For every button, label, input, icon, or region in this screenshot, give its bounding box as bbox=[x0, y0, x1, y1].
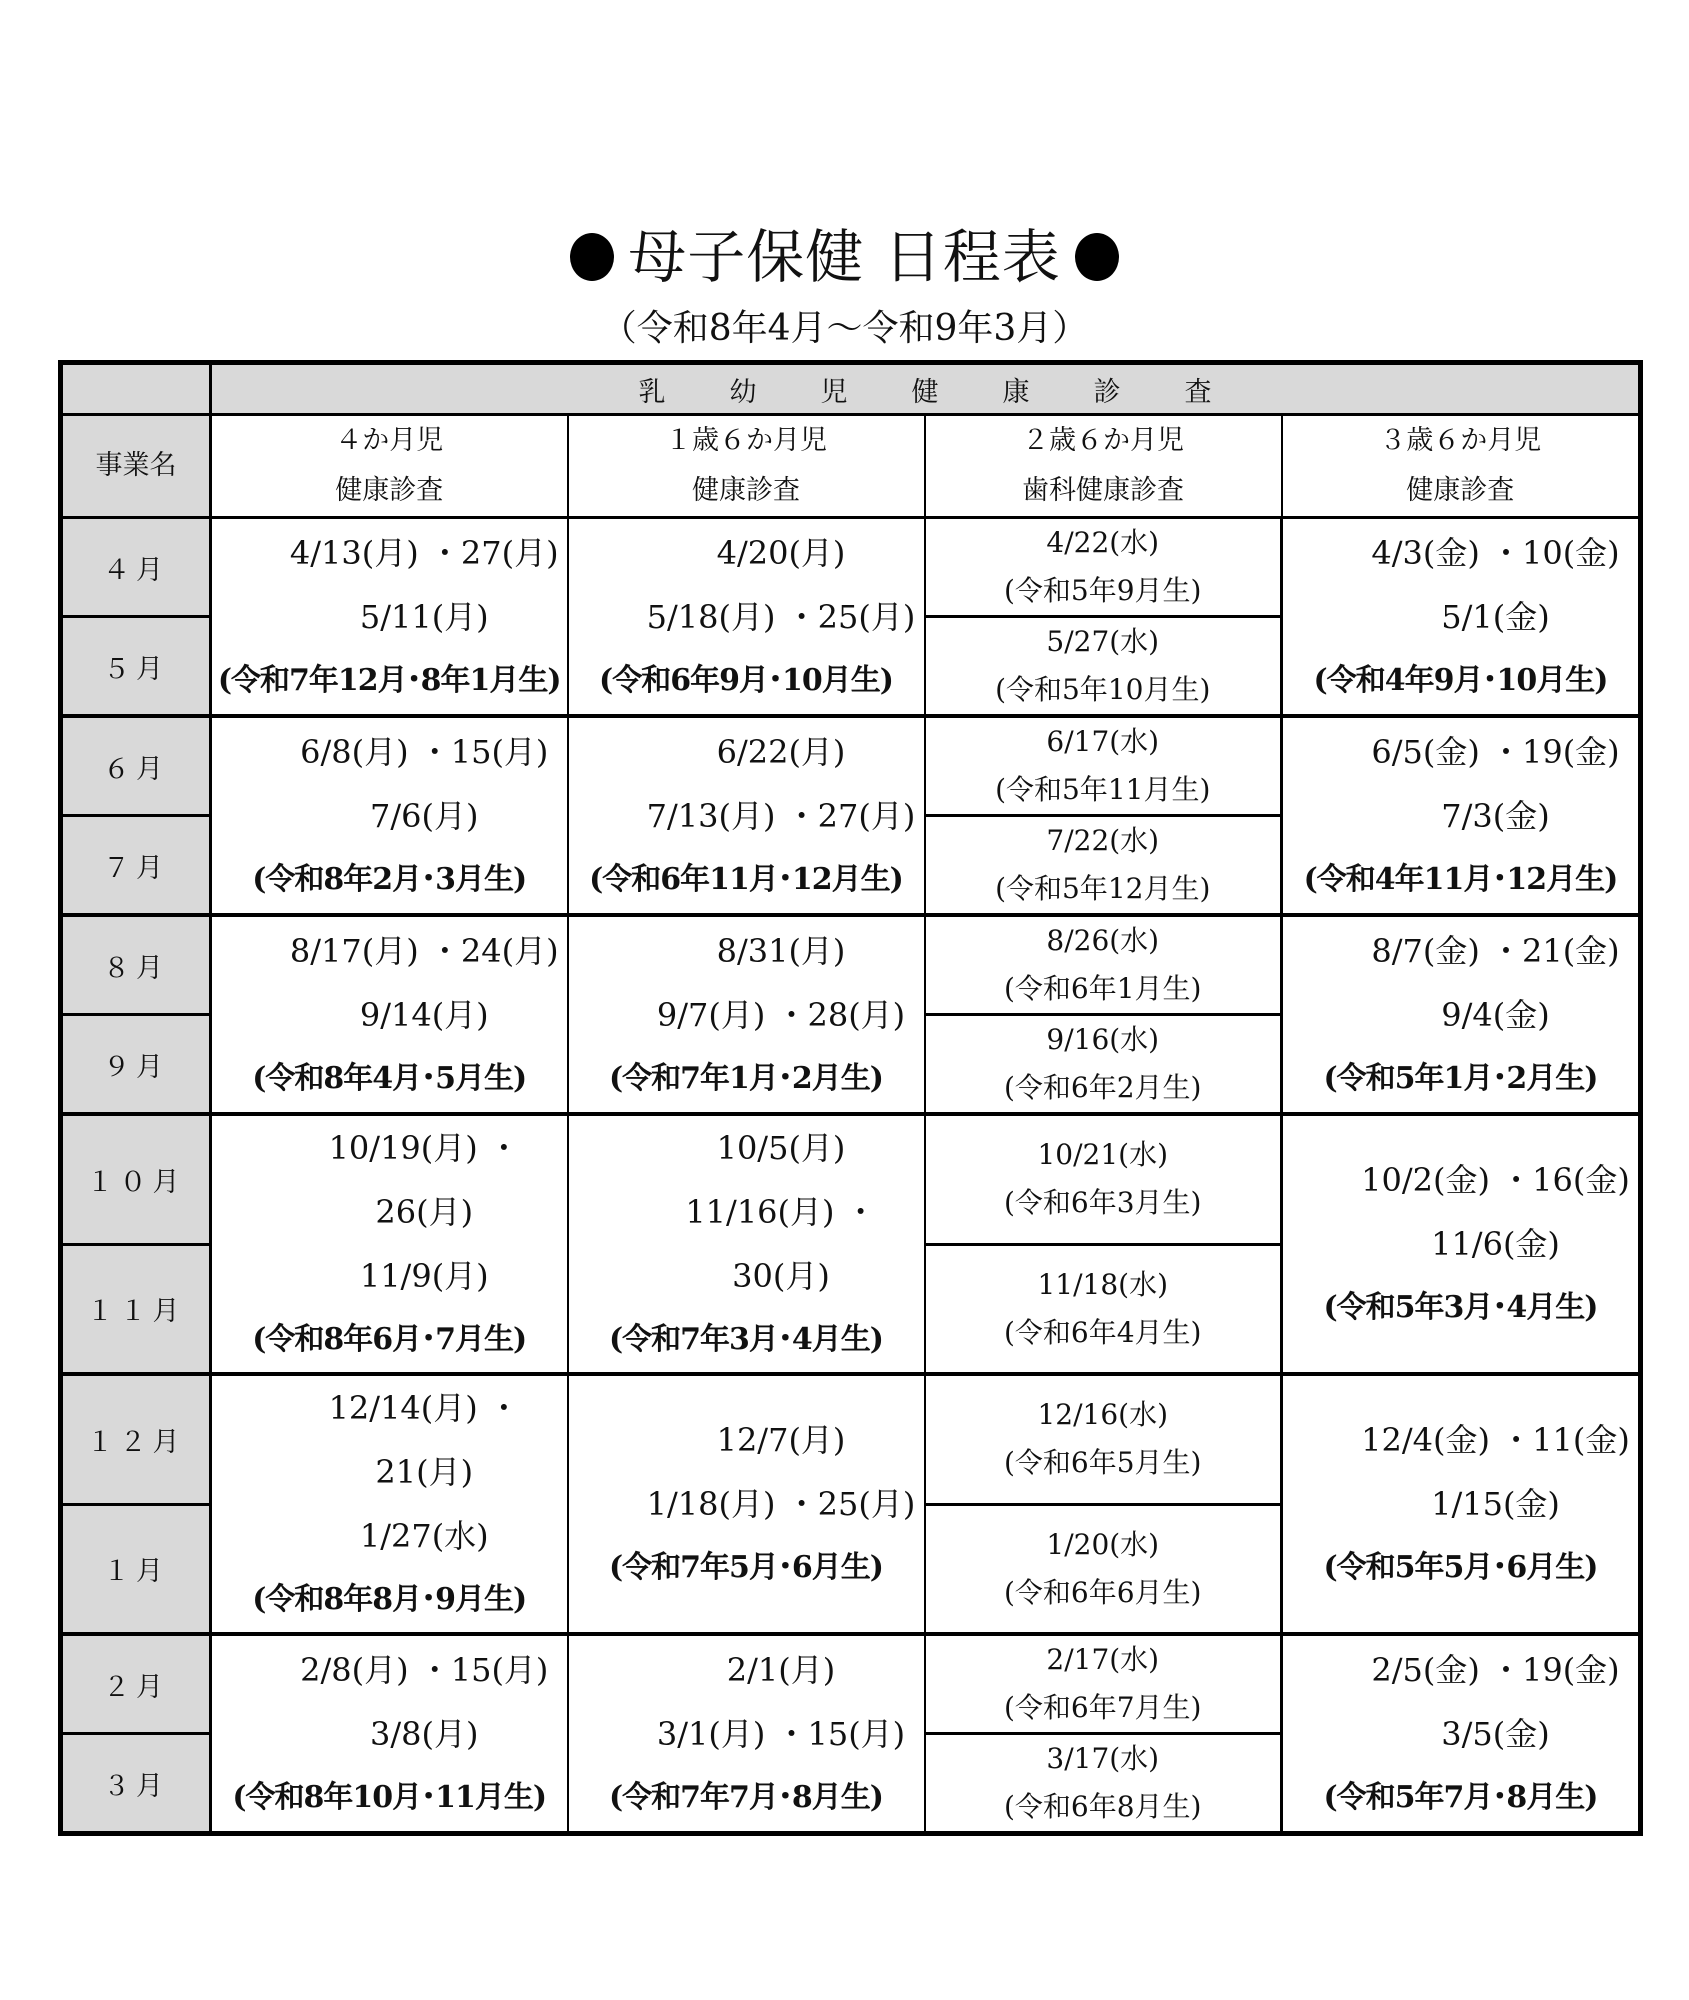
column-header-line2: 健康診査 bbox=[1406, 475, 1515, 506]
dates-line2: 7/3(金) bbox=[1441, 796, 1550, 835]
column-header-line1: ３歳６か月児 bbox=[1379, 425, 1542, 456]
dates-line2: 5/1(金) bbox=[1441, 597, 1550, 636]
page-title bbox=[0, 222, 1689, 292]
cell-dental bbox=[925, 1634, 1282, 1734]
dental-birth: (令和6年1月生) bbox=[1004, 972, 1202, 1005]
dates-line2: 7/6(月) bbox=[370, 796, 479, 835]
month-row bbox=[61, 1634, 1641, 1734]
dental-birth: (令和6年8月生) bbox=[1004, 1790, 1202, 1823]
dental-birth: (令和6年5月生) bbox=[1004, 1446, 1202, 1480]
dental-date: 5/27(水) bbox=[1046, 625, 1160, 658]
column-header-3y6m bbox=[1282, 415, 1641, 518]
band-char: 査 bbox=[1184, 376, 1212, 408]
dental-date: 8/26(水) bbox=[1046, 924, 1160, 957]
band-char: 幼 bbox=[729, 376, 757, 408]
dates-line2: 9/14(月) bbox=[359, 995, 489, 1034]
month-label: １０月 bbox=[61, 1114, 211, 1244]
band-char: 児 bbox=[820, 376, 848, 408]
dates-line1: 12/7(月) bbox=[716, 1421, 846, 1459]
cell-4month bbox=[211, 716, 568, 915]
dental-date: 6/17(水) bbox=[1046, 725, 1160, 758]
dates-line2: 1/27(水) bbox=[359, 1517, 489, 1555]
cell-3y6m bbox=[1282, 915, 1641, 1114]
dates-line1: 6/22(月) bbox=[716, 732, 846, 771]
cell-dental bbox=[925, 1114, 1282, 1244]
cell-1y6m bbox=[568, 915, 925, 1114]
month-label: ４月 bbox=[61, 518, 211, 617]
dates-line2: 9/4(金) bbox=[1441, 995, 1550, 1034]
dates-line2: 11/16(月) ・30(月) bbox=[685, 1193, 877, 1295]
dates-line1: 4/13(月) ・27(月) bbox=[289, 533, 559, 572]
column-header-4month bbox=[211, 415, 568, 518]
cell-dental bbox=[925, 518, 1282, 617]
cell-4month bbox=[211, 915, 568, 1114]
column-header-line1: ４か月児 bbox=[335, 425, 444, 456]
dates-line1: 8/17(月) ・24(月) bbox=[289, 931, 559, 970]
cell-1y6m bbox=[568, 518, 925, 717]
birth-range: (令和7年7月･8月生) bbox=[608, 1779, 883, 1815]
dates-line2: 3/1(月) ・15(月) bbox=[656, 1714, 906, 1753]
cell-4month bbox=[211, 1374, 568, 1634]
dates-line1: 2/1(月) bbox=[726, 1650, 836, 1689]
month-label: １１月 bbox=[61, 1244, 211, 1374]
birth-range: (令和5年5月･6月生) bbox=[1323, 1550, 1598, 1585]
month-label: ５月 bbox=[61, 617, 211, 717]
birth-range: (令和4年9月･10月生) bbox=[1313, 662, 1608, 698]
dates-line1: 6/5(金) ・19(金) bbox=[1371, 732, 1620, 771]
band-char: 乳 bbox=[638, 376, 666, 408]
column-header-line2: 歯科健康診査 bbox=[1022, 475, 1184, 506]
cell-dental bbox=[925, 1504, 1282, 1634]
bullet-circle-icon bbox=[570, 233, 614, 281]
dates-line2: 11/6(金) bbox=[1431, 1225, 1560, 1263]
month-label: １２月 bbox=[61, 1374, 211, 1504]
row-header-label: 事業名 bbox=[61, 415, 211, 518]
column-header-row bbox=[61, 415, 1641, 518]
birth-range: (令和7年1月･2月生) bbox=[608, 1060, 883, 1096]
month-label: １月 bbox=[61, 1504, 211, 1634]
dental-date: 10/21(水) bbox=[1037, 1138, 1169, 1172]
birth-range: (令和7年12月･8年1月生) bbox=[217, 662, 561, 698]
birth-range: (令和8年6月･7月生) bbox=[252, 1322, 527, 1357]
dental-birth: (令和5年12月生) bbox=[995, 872, 1211, 905]
dates-line2: 1/18(月) ・25(月) bbox=[646, 1485, 916, 1523]
cell-dental bbox=[925, 1374, 1282, 1504]
schedule-table bbox=[58, 360, 1643, 1836]
month-label: ７月 bbox=[61, 816, 211, 916]
dental-birth: (令和5年10月生) bbox=[995, 673, 1211, 706]
band-char: 健 bbox=[911, 376, 939, 408]
month-label: ９月 bbox=[61, 1015, 211, 1115]
dental-date: 2/17(水) bbox=[1046, 1643, 1160, 1676]
dental-date: 11/18(水) bbox=[1037, 1267, 1169, 1301]
birth-range: (令和7年3月･4月生) bbox=[608, 1322, 883, 1357]
month-row bbox=[61, 1114, 1641, 1244]
dates-line1: 10/2(金) ・16(金) bbox=[1361, 1161, 1630, 1199]
dates-line1: 10/5(月) bbox=[716, 1129, 846, 1167]
birth-range: (令和8年4月･5月生) bbox=[252, 1060, 527, 1096]
birth-range: (令和5年3月･4月生) bbox=[1323, 1290, 1598, 1325]
dental-birth: (令和5年11月生) bbox=[995, 773, 1211, 806]
cell-1y6m bbox=[568, 1114, 925, 1374]
cell-1y6m bbox=[568, 1634, 925, 1834]
birth-range: (令和6年9月･10月生) bbox=[599, 662, 893, 698]
cell-3y6m bbox=[1282, 518, 1641, 717]
month-row bbox=[61, 915, 1641, 1015]
band-char: 診 bbox=[1093, 376, 1121, 408]
dental-date: 1/20(水) bbox=[1046, 1527, 1160, 1561]
cell-1y6m bbox=[568, 1374, 925, 1634]
dental-birth: (令和6年4月生) bbox=[1004, 1315, 1202, 1349]
cell-dental bbox=[925, 617, 1282, 717]
dates-line1: 8/7(金) ・21(金) bbox=[1371, 931, 1620, 970]
cell-3y6m bbox=[1282, 716, 1641, 915]
dates-line1: 2/5(金) ・19(金) bbox=[1371, 1650, 1620, 1689]
dates-line1: 12/14(月) ・21(月) bbox=[328, 1389, 520, 1491]
dates-line2: 7/13(月) ・27(月) bbox=[646, 796, 916, 835]
title-text: 母子保健 日程表 bbox=[628, 223, 1061, 291]
cell-4month bbox=[211, 518, 568, 717]
dates-line2: 1/15(金) bbox=[1431, 1485, 1560, 1523]
birth-range: (令和8年10月･11月生) bbox=[232, 1779, 547, 1815]
birth-range: (令和5年1月･2月生) bbox=[1323, 1060, 1598, 1096]
column-header-line1: ２歳６か月児 bbox=[1022, 425, 1184, 456]
cell-3y6m bbox=[1282, 1114, 1641, 1374]
dates-line2: 5/11(月) bbox=[359, 597, 489, 636]
cell-3y6m bbox=[1282, 1634, 1641, 1834]
dates-line1: 8/31(月) bbox=[716, 931, 846, 970]
month-label: ２月 bbox=[61, 1634, 211, 1734]
band-char: 康 bbox=[1002, 376, 1030, 408]
column-header-line2: 健康診査 bbox=[692, 475, 800, 506]
cell-dental bbox=[925, 1015, 1282, 1115]
dates-line1: 4/3(金) ・10(金) bbox=[1371, 533, 1620, 572]
dates-line2: 5/18(月) ・25(月) bbox=[646, 597, 916, 636]
dates-line1: 10/19(月) ・26(月) bbox=[328, 1129, 520, 1231]
dates-line1: 6/8(月) ・15(月) bbox=[300, 732, 549, 771]
dental-date: 3/17(水) bbox=[1046, 1742, 1160, 1775]
dental-birth: (令和6年3月生) bbox=[1004, 1186, 1202, 1220]
bullet-circle-icon bbox=[1075, 233, 1119, 281]
band-corner bbox=[61, 363, 211, 415]
dates-line1: 4/20(月) bbox=[716, 533, 846, 572]
month-row bbox=[61, 1374, 1641, 1504]
dates-line1: 2/8(月) ・15(月) bbox=[300, 1650, 549, 1689]
category-band bbox=[211, 363, 1641, 415]
birth-range: (令和6年11月･12月生) bbox=[589, 861, 903, 897]
cell-4month bbox=[211, 1114, 568, 1374]
dental-date: 4/22(水) bbox=[1046, 526, 1160, 559]
cell-4month bbox=[211, 1634, 568, 1834]
column-header-2y6m-dental bbox=[925, 415, 1282, 518]
dental-birth: (令和6年2月生) bbox=[1004, 1071, 1202, 1104]
birth-range: (令和4年11月･12月生) bbox=[1303, 861, 1618, 897]
dates-line2: 3/8(月) bbox=[370, 1714, 479, 1753]
category-band-row bbox=[61, 363, 1641, 415]
cell-dental bbox=[925, 716, 1282, 816]
birth-range: (令和8年2月･3月生) bbox=[252, 861, 527, 897]
birth-range: (令和8年8月･9月生) bbox=[252, 1582, 527, 1617]
dental-date: 7/22(水) bbox=[1046, 824, 1160, 857]
cell-dental bbox=[925, 1244, 1282, 1374]
cell-3y6m bbox=[1282, 1374, 1641, 1634]
dental-date: 9/16(水) bbox=[1046, 1023, 1160, 1056]
cell-dental bbox=[925, 915, 1282, 1015]
dental-birth: (令和6年7月生) bbox=[1004, 1691, 1202, 1724]
birth-range: (令和5年7月･8月生) bbox=[1323, 1779, 1598, 1815]
cell-dental bbox=[925, 1734, 1282, 1834]
birth-range: (令和7年5月･6月生) bbox=[608, 1550, 883, 1585]
month-label: ８月 bbox=[61, 915, 211, 1015]
dates-line2: 11/9(月) bbox=[359, 1257, 489, 1295]
dental-date: 12/16(水) bbox=[1037, 1398, 1169, 1432]
cell-dental bbox=[925, 816, 1282, 916]
column-header-1y6m bbox=[568, 415, 925, 518]
cell-1y6m bbox=[568, 716, 925, 915]
dates-line2: 3/5(金) bbox=[1441, 1714, 1550, 1753]
dates-line2: 9/7(月) ・28(月) bbox=[656, 995, 906, 1034]
month-label: ６月 bbox=[61, 716, 211, 816]
month-row bbox=[61, 716, 1641, 816]
month-label: ３月 bbox=[61, 1734, 211, 1834]
dental-birth: (令和5年9月生) bbox=[1004, 574, 1202, 607]
dates-line1: 12/4(金) ・11(金) bbox=[1361, 1421, 1630, 1459]
dental-birth: (令和6年6月生) bbox=[1004, 1575, 1202, 1609]
column-header-line1: １歳６か月児 bbox=[665, 425, 827, 456]
month-row bbox=[61, 518, 1641, 617]
period-subtitle: （令和8年4月～令和9年3月） bbox=[600, 308, 1089, 349]
column-header-line2: 健康診査 bbox=[335, 475, 444, 506]
